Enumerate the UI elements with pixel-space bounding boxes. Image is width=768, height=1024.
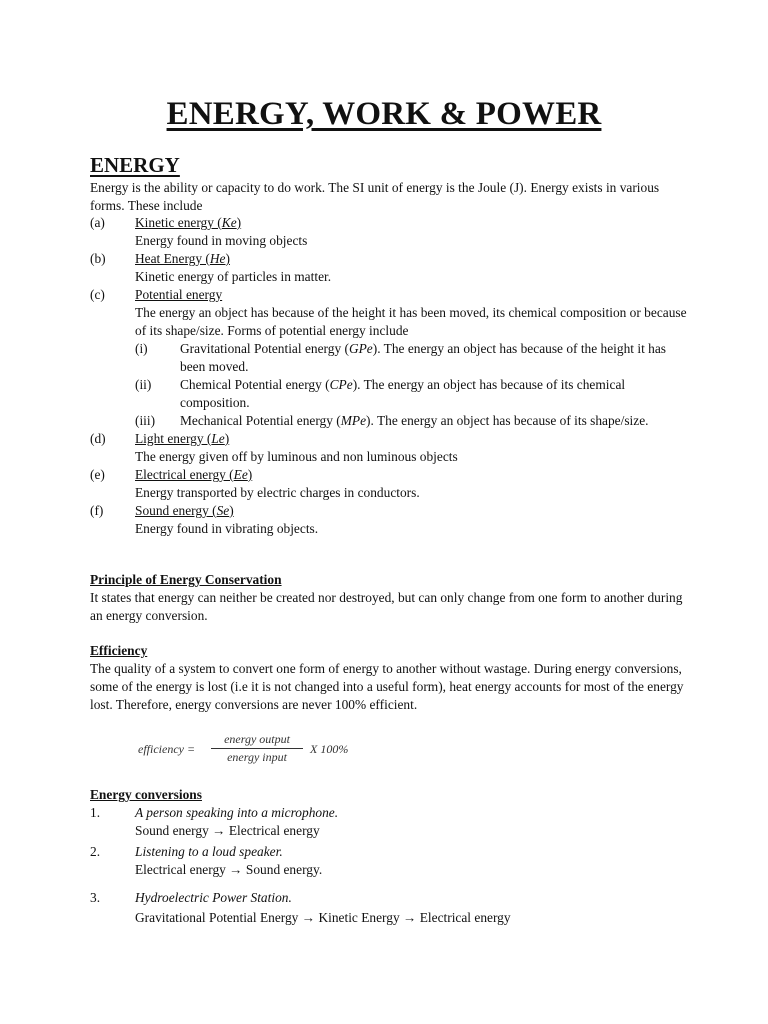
section-heading-energy: ENERGY bbox=[90, 153, 180, 177]
formula-rhs: X 100% bbox=[310, 742, 349, 756]
form-description: Kinetic energy of particles in matter. bbox=[135, 269, 332, 284]
energy-intro-block bbox=[90, 179, 690, 215]
subitem-label: (i) bbox=[135, 341, 148, 356]
form-label: (e) bbox=[90, 467, 105, 482]
potential-subitem-mechanical bbox=[135, 412, 690, 430]
form-item-potential bbox=[90, 286, 690, 304]
form-item-light bbox=[90, 430, 690, 448]
energy-intro-text: Energy is the ability or capacity to do work. The SI unit of energy is the Joule (J). Energy exists in various forms. These include bbox=[90, 180, 660, 213]
form-label: (c) bbox=[90, 287, 105, 302]
form-label: (d) bbox=[90, 431, 106, 446]
subitem-text: Gravitational Potential energy (GPe). The energy an object has because of the height it has been moved. bbox=[180, 341, 667, 374]
conversion-example: Hydroelectric Power Station. bbox=[135, 890, 292, 905]
subitem-label: (ii) bbox=[135, 377, 152, 392]
conversion-item bbox=[90, 843, 690, 861]
form-name: Heat Energy (He) bbox=[135, 251, 230, 266]
form-label: (b) bbox=[90, 251, 106, 266]
conversion-example: A person speaking into a microphone. bbox=[135, 805, 339, 820]
subitem-text: Chemical Potential energy (CPe). The energy an object has because of its chemical composition. bbox=[180, 377, 626, 410]
conversions-heading: Energy conversions bbox=[90, 787, 202, 802]
form-label: (a) bbox=[90, 215, 105, 230]
conversions-section bbox=[90, 786, 690, 927]
formula-numerator: energy output bbox=[224, 732, 290, 746]
conservation-text: It states that energy can neither be created nor destroyed, but can only change from one form to another during an energy conversion. bbox=[90, 590, 683, 623]
form-name: Electrical energy (Ee) bbox=[135, 467, 253, 482]
efficiency-heading: Efficiency bbox=[90, 643, 148, 658]
conservation-heading: Principle of Energy Conservation bbox=[90, 572, 282, 587]
form-label: (f) bbox=[90, 503, 104, 518]
formula-fraction bbox=[211, 731, 303, 766]
form-description: The energy an object has because of the height it has been moved, its chemical composition or because of its shape/size. Forms of potential energy include bbox=[135, 305, 687, 338]
form-item-heat bbox=[90, 250, 690, 268]
form-item-electrical bbox=[90, 466, 690, 484]
formula-denominator: energy input bbox=[227, 750, 287, 764]
form-description: Energy found in moving objects bbox=[135, 233, 308, 248]
form-description: Energy transported by electric charges in conductors. bbox=[135, 485, 420, 500]
form-name: Sound energy (Se) bbox=[135, 503, 234, 518]
conversion-chain: Sound energy → Electrical energy bbox=[135, 823, 320, 838]
conversion-label: 1. bbox=[90, 805, 101, 820]
subitem-label: (iii) bbox=[135, 413, 156, 428]
document-title: ENERGY, WORK & POWER bbox=[166, 96, 602, 132]
conversion-label: 3. bbox=[90, 890, 101, 905]
efficiency-text: The quality of a system to convert one form of energy to another without wastage. During energy conversions, some of the energy is lost (i.e it is not changed into a useful form), heat energy accounts for most of the energy lost. Therefore, energy conversions are never 100% efficient. bbox=[90, 661, 684, 712]
form-name: Potential energy bbox=[135, 287, 223, 302]
form-item-kinetic bbox=[90, 214, 690, 232]
efficiency-formula bbox=[138, 731, 378, 767]
form-description: Energy found in vibrating objects. bbox=[135, 521, 319, 536]
potential-subitem-chemical bbox=[135, 376, 690, 412]
form-name: Light energy (Le) bbox=[135, 431, 230, 446]
form-name: Kinetic energy (Ke) bbox=[135, 215, 242, 230]
potential-subitem-gravitational bbox=[135, 340, 690, 376]
energy-forms-list bbox=[90, 214, 690, 538]
form-item-sound bbox=[90, 502, 690, 520]
conversion-item bbox=[90, 804, 690, 822]
conversion-example: Listening to a loud speaker. bbox=[135, 844, 283, 859]
conversion-chain: Electrical energy → Sound energy. bbox=[135, 862, 323, 877]
conversion-chain: Gravitational Potential Energy → Kinetic Energy → Electrical energy bbox=[135, 910, 511, 925]
conversion-label: 2. bbox=[90, 844, 101, 859]
conservation-section bbox=[90, 571, 690, 625]
conversion-item bbox=[90, 889, 690, 907]
form-description: The energy given off by luminous and non luminous objects bbox=[135, 449, 458, 464]
formula-lhs: efficiency = bbox=[138, 742, 196, 756]
subitem-text: Mechanical Potential energy (MPe). The energy an object has because of its shape/size. bbox=[180, 413, 649, 428]
efficiency-section bbox=[90, 642, 690, 714]
